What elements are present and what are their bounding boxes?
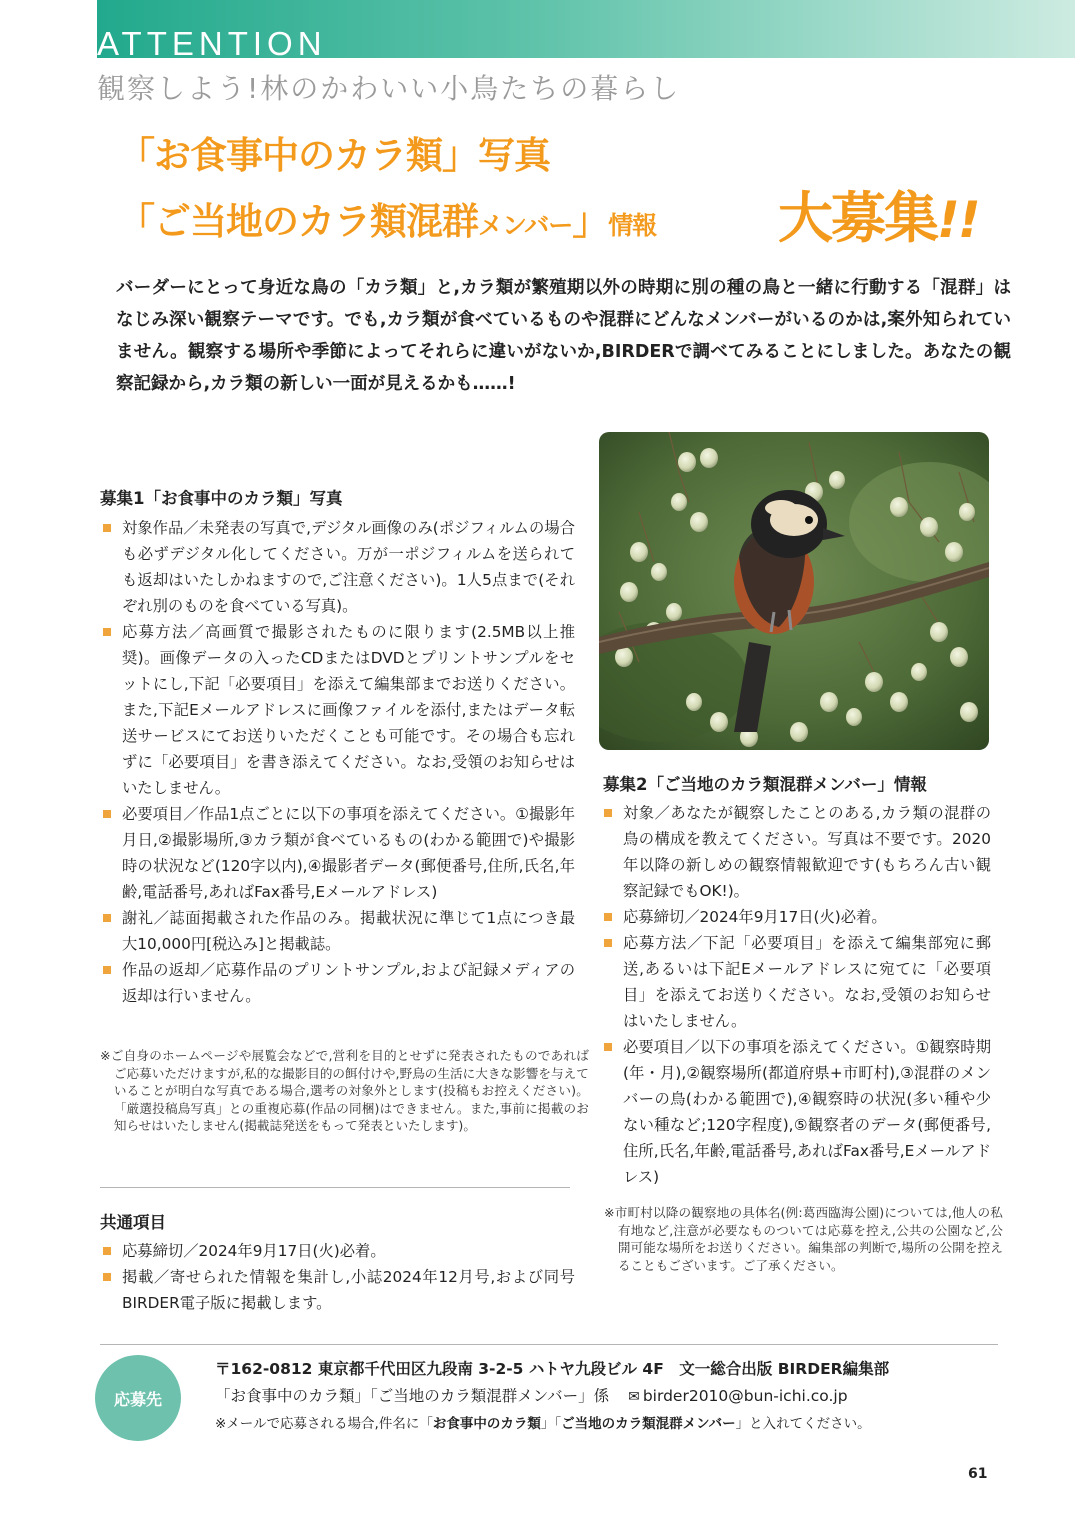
section-divider <box>100 1187 570 1188</box>
page-number: 61 <box>968 1466 988 1482</box>
recruit1-item-return: 作品の返却／応募作品のプリントサンプル,および記録メディアの返却は行いません。 <box>100 957 575 1009</box>
recruit1-item-required: 必要項目／作品1点ごとに以下の事項を添えてください。①撮影年月日,②撮影場所,③カラ類が食べているもの(わかる範囲で)や撮影時の状況など(120字以内),④撮影者データ(郵便番号,住所,氏名,年齢,電話番号,あればFax番号,Eメールアドレス) <box>100 801 575 905</box>
recruit2-item-required: 必要項目／以下の事項を添えてください。①観察時期(年・月),②観察場所(都道府県+市町村),③混群のメンバーの鳥(わかる範囲で),④観察時の状況(多い種や少ない種など;120字程度),⑤観察者のデータ(郵便番号,住所,氏名,年齢,電話番号,あればFax番号,Eメールアドレス) <box>601 1034 991 1190</box>
contact-note-a: ※メールで応募される場合,件名に「 <box>215 1416 433 1432</box>
recruit1-item-target: 対象作品／未発表の写真で,デジタル画像のみ(ポジフィルムの場合も必ずデジタル化してください。万が一ポジフィルムを送られても返却はいたしかねますので,ご注意ください)。1人5点まで(それぞれ別のものを食べている写真)。 <box>100 515 575 619</box>
contact-note-e: 」と入れてください。 <box>735 1416 871 1432</box>
contact-note-b: お食事中のカラ類 <box>432 1416 541 1432</box>
headline-big <box>778 183 979 255</box>
common-title: 共通項目 <box>100 1213 166 1232</box>
bird-photo-illustration <box>599 432 989 750</box>
contact-label-badge: 応募先 <box>95 1355 181 1441</box>
recruit2-item-target: 対象／あなたが観察したことのある,カラ類の混群の鳥の構成を教えてください。写真は不要です。2020年以降の新しめの観察情報歓迎です(もちろん古い観察記録でもOK!)。 <box>601 800 991 904</box>
contact-note <box>215 1412 871 1432</box>
headline-flock-tail: 情報 <box>608 211 657 240</box>
contact-note-d: ご当地のカラ類混群メンバー <box>561 1416 736 1432</box>
recruit1-item-method: 応募方法／高画質で撮影されたものに限ります(2.5MB以上推奨)。画像データの入ったCDまたはDVDとプリントサンプルをセットにし,下記「必要項目」を添えて編集部までお送りください。また,下記Eメールアドレスに画像ファイルを添付,またはデータ転送サービスにてお送りいただくことも可能です。その場合も忘れずに「必要項目」を書き添えてください。なお,受領のお知らせはいたしません。 <box>100 619 575 801</box>
recruit1-note: ※ご自身のホームページや展覧会などで,営利を目的とせずに発表されたものであればご応募いただけますが,私的な撮影目的の餌付けや,野鳥の生活に大きな影響を与えていることが明白な写真である場合,選考の対象外とします(投稿もお控えください)。「厳選投稿鳥写真」との重複応募(作品の同梱)はできません。また,事前に掲載のお知らせはいたしません(掲載誌発送をもって発表といたします)。 <box>100 1048 589 1133</box>
mail-icon: ✉ <box>628 1389 640 1405</box>
recruit1-item-reward: 謝礼／誌面掲載された作品のみ。掲載状況に準じて1点につき最大10,000円[税込み]と掲載誌。 <box>100 905 575 957</box>
contact-address: 〒162-0812 東京都千代田区九段南 3-2-5 ハトヤ九段ビル 4F 文一総合出版 BIRDER編集部 <box>215 1360 890 1378</box>
headline-big-marks: !! <box>937 191 979 249</box>
recruit2-list <box>601 800 991 1190</box>
headline-big-text: 大募集 <box>778 186 938 250</box>
headline-photo-call: 「お食事中のカラ類」写真 <box>118 134 550 177</box>
recruit1-list <box>100 515 575 1009</box>
recruit2-title: 募集2「ご当地のカラ類混群メンバー」情報 <box>603 775 927 794</box>
intro-paragraph: バーダーにとって身近な鳥の「カラ類」と,カラ類が繁殖期以外の時期に別の種の鳥と一緒に行動する「混群」はなじみ深い観察テーマです。でも,カラ類が食べているものや混群にどんなメンバーがいるのかは,案外知られていません。観察する場所や季節によってそれらに違いがないか,BIRDERで調べてみることにしました。あなたの観察記録から,カラ類の新しい一面が見えるかも……! <box>116 278 1011 394</box>
contact-subject-line <box>215 1384 848 1406</box>
varied-tit-photo <box>599 432 989 750</box>
page-subtitle: 観察しよう!林のかわいい小鳥たちの暮らし <box>97 72 681 105</box>
common-list <box>100 1238 575 1316</box>
headline-line-1 <box>118 130 550 182</box>
contact-divider <box>100 1344 998 1345</box>
recruit1-title: 募集1「お食事中のカラ類」写真 <box>100 489 343 508</box>
headline-flock-a: 「ご当地のカラ類混群 <box>118 200 478 243</box>
headline-flock-b: メンバー <box>478 211 573 240</box>
contact-note-c: 」「 <box>540 1416 562 1432</box>
contact-email-wrap <box>628 1387 847 1405</box>
recruit2-item-method: 応募方法／下記「必要項目」を添えて編集部宛に郵送,あるいは下記Eメールアドレスに宛てに「必要項目」を添えてお送りください。なお,受領のお知らせはいたしません。 <box>601 930 991 1034</box>
common-item-publication: 掲載／寄せられた情報を集計し,小誌2024年12月号,および同号BIRDER電子版に掲載します。 <box>100 1264 575 1316</box>
contact-email[interactable]: birder2010@bun-ichi.co.jp <box>642 1387 848 1405</box>
recruit2-note: ※市町村以降の観察地の具体名(例:葛西臨海公園)については,他人の私有地など,注意が必要なものついては応募を控え,公共の公園など,公開可能な場所をお送りください。編集部の判断で,場所の公開を控えることもございます。ご了承ください。 <box>604 1205 1003 1273</box>
headline-line-2 <box>118 196 656 252</box>
common-item-deadline: 応募締切／2024年9月17日(火)必着。 <box>100 1238 575 1264</box>
headline-flock-c: 」 <box>572 200 609 243</box>
section-label: ATTENTION <box>97 25 327 62</box>
contact-subject: 「お食事中のカラ類」「ご当地のカラ類混群メンバー」係 <box>215 1387 610 1405</box>
recruit2-item-deadline: 応募締切／2024年9月17日(火)必着。 <box>601 904 991 930</box>
